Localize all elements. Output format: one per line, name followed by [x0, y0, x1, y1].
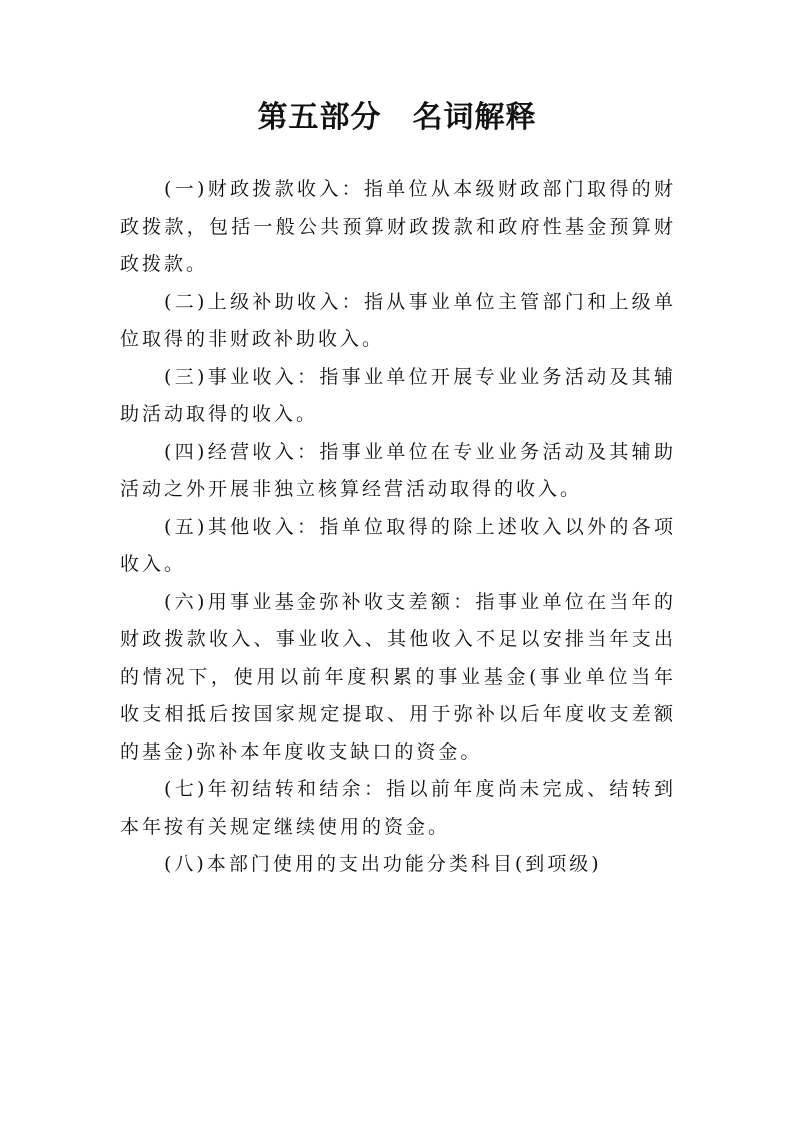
paragraph-superior-subsidy-income: (二)上级补助收入：指从事业单位主管部门和上级单位取得的非财政补助收入。: [120, 290, 676, 350]
document-body: [120, 171, 676, 884]
paragraph-business-fund-offset: (六)用事业基金弥补收支差额：指事业单位在当年的财政拨款收入、事业收入、其他收入不足以安排当年支出的情况下，使用以前年度积累的事业基金(事业单位当年收支相抵后按国家规定提取、用于弥补以后年度收支差额的基金)弥补本年度收支缺口的资金。: [120, 590, 676, 763]
paragraph-other-income: (五)其他收入：指单位取得的除上述收入以外的各项收入。: [120, 515, 676, 575]
page-title: 第五部分 名词解释: [257, 100, 537, 135]
paragraph-business-income: (三)事业收入：指事业单位开展专业业务活动及其辅助活动取得的收入。: [120, 365, 676, 425]
paragraph-operating-income: (四)经营收入：指事业单位在专业业务活动及其辅助活动之外开展非独立核算经营活动取得的收入。: [120, 440, 676, 500]
paragraph-expenditure-classification: (八)本部门使用的支出功能分类科目(到项级): [164, 853, 602, 875]
paragraph-fiscal-appropriation-income: (一)财政拨款收入：指单位从本级财政部门取得的财政拨款，包括一般公共预算财政拨款和政府性基金预算财政拨款。: [120, 178, 676, 275]
paragraph-carryover-and-balance: (七)年初结转和结余：指以前年度尚未完成、结转到本年按有关规定继续使用的资金。: [120, 778, 676, 838]
